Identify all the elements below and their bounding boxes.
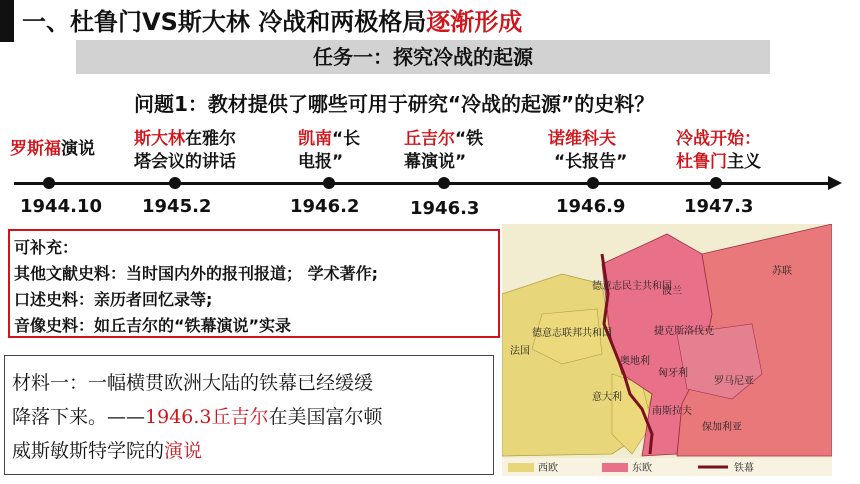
label-poland: 波兰: [662, 286, 682, 297]
timeline-date: 1947.3: [684, 196, 754, 217]
event-text-line2: 塔会议的讲话: [134, 152, 236, 172]
material-highlight: 演说: [164, 440, 203, 462]
event-text: “长: [332, 129, 361, 149]
supplement-heading: 可补充：: [14, 238, 79, 257]
event-text-line2: 幕演说”: [404, 152, 467, 172]
timeline-event-stalin: [134, 128, 236, 174]
event-name: 凯南: [298, 129, 332, 149]
task-label: 任务一：探究冷战的起源: [313, 45, 533, 69]
event-text: 在雅尔: [185, 129, 236, 149]
event-text-line2: 电报”: [298, 152, 344, 172]
legend-swatch-east: [602, 463, 628, 472]
page-title: [22, 2, 522, 37]
legend-west: 西欧: [538, 463, 558, 474]
label-france: 法国: [510, 346, 530, 357]
timeline-dot: [169, 177, 181, 189]
timeline-arrow-icon: [828, 176, 842, 190]
material-highlight: 1946.3丘吉尔: [145, 406, 269, 428]
timeline-dot: [438, 177, 450, 189]
title-main: 一、杜鲁门VS斯大林 冷战和两极格局: [22, 8, 427, 36]
event-name: 斯大林: [134, 129, 185, 149]
timeline-date: 1944.10: [20, 196, 102, 217]
event-text-line2: 主义: [727, 152, 761, 172]
label-frg: 德意志联邦共和国: [532, 328, 612, 339]
title-highlight: 逐渐形成: [426, 8, 523, 36]
event-name-line2: 杜鲁门: [676, 152, 727, 172]
timeline-date: 1945.2: [142, 196, 212, 217]
label-hungary: 匈牙利: [658, 368, 688, 379]
timeline-date: 1946.2: [290, 196, 360, 217]
europe-iron-curtain-map: [502, 224, 832, 476]
label-bulgaria: 保加利亚: [702, 422, 742, 433]
label-italy: 意大利: [592, 392, 622, 403]
legend-swatch-west: [508, 463, 534, 472]
timeline-dot: [43, 177, 55, 189]
material-text: 在美国富尔顿: [268, 406, 383, 428]
material-line: [12, 436, 202, 463]
legend-east: 东欧: [632, 463, 652, 474]
timeline-event-roosevelt: [10, 138, 95, 161]
timeline-event-kennan: [298, 128, 360, 174]
timeline-date: 1946.3: [410, 198, 480, 219]
supplement-line: 其他文献史料：当时国内外的报刊报道； 学术著作;: [14, 264, 378, 283]
title-accent-bar: [0, 0, 14, 42]
event-text-line2: “长报告”: [554, 152, 628, 172]
timeline-event-novikov: [548, 128, 627, 174]
event-name: 罗斯福: [10, 139, 61, 159]
event-name: 冷战开始：: [676, 129, 761, 149]
label-gdr: 德意志民主共和国: [592, 281, 672, 292]
legend-curtain: 铁幕: [734, 463, 754, 474]
timeline-event-truman: [676, 128, 761, 174]
label-czech: 捷克斯洛伐克: [654, 326, 714, 337]
event-text: “铁: [455, 129, 484, 149]
timeline-dot: [710, 177, 722, 189]
material-text: 降落下来。——: [12, 406, 146, 428]
label-austria: 奥地利: [620, 356, 650, 367]
event-text: 演说: [61, 139, 95, 159]
supplement-line: 音像史料：如丘吉尔的“铁幕演说”实录: [14, 316, 292, 335]
timeline-date: 1946.9: [556, 196, 626, 217]
supplement-line: 口述史料：亲历者回忆录等;: [14, 290, 213, 309]
event-name: 丘吉尔: [404, 129, 455, 149]
label-romania: 罗马尼亚: [714, 376, 754, 387]
material-text: 威斯敏斯特学院的: [12, 440, 165, 462]
timeline-dot: [323, 177, 335, 189]
question-text: 问题1：教材提供了哪些可用于研究“冷战的起源”的史料？: [134, 92, 655, 116]
material-line: 材料一：一幅横贯欧洲大陆的铁幕已经缓缓: [12, 372, 374, 394]
timeline-dot: [587, 177, 599, 189]
timeline-event-churchill: [404, 128, 483, 174]
label-yugoslavia: 南斯拉夫: [652, 406, 692, 417]
event-name: 诺维科夫: [548, 129, 616, 149]
material-line: [12, 402, 383, 429]
label-ussr: 苏联: [772, 266, 792, 277]
